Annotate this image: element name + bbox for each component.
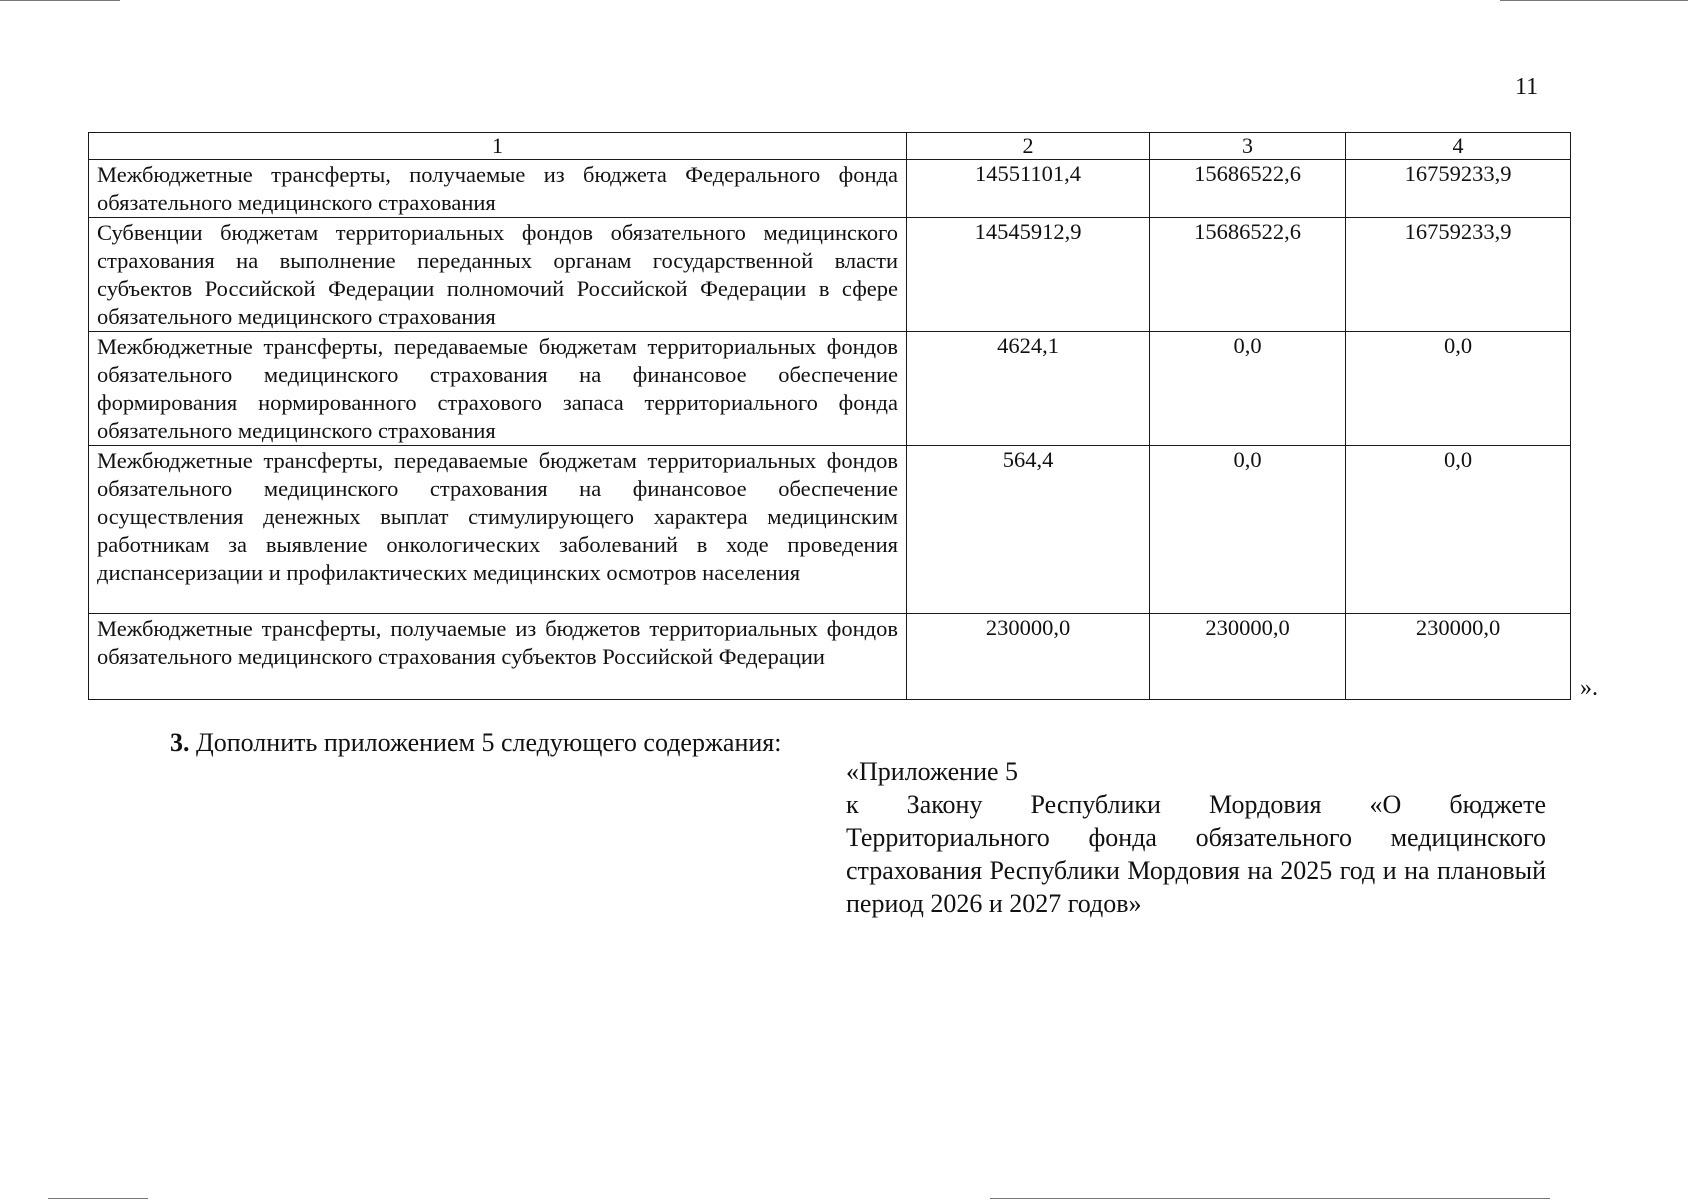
row-value-col3: 15686522,6 [1150,160,1346,218]
row-value-col2: 14551101,4 [907,160,1150,218]
appendix-header-block [846,755,1546,920]
appendix-law-reference: к Закону Республики Мордовия «О бюджете Территориального фонда обязательного медицинского страхования Республики Мордовия на 2025 год и на плановый период 2026 и 2027 годов» [846,790,1546,918]
row-value-col4: 16759233,9 [1346,218,1571,332]
column-header-2: 2 [907,133,1150,160]
appendix-title: «Приложение 5 [846,757,1019,786]
table-closing-mark: ». [1580,675,1598,701]
row-value-col2: 14545912,9 [907,218,1150,332]
scan-edge-top-left [0,0,120,1]
section-3-text: Дополнить приложением 5 следующего содержания: [196,728,782,757]
table-header-row [89,133,1571,160]
column-header-1: 1 [89,133,907,160]
table-row [89,160,1571,218]
scan-edge-top-right [1500,0,1688,1]
row-description: Субвенции бюджетам территориальных фондов обязательного медицинского страхования на выполнение переданных органам государственной власти субъектов Российской Федерации полномочий Российской Федерации в сфере обязательного медицинского страхования [89,218,907,332]
row-description: Межбюджетные трансферты, получаемые из бюджета Федерального фонда обязательного медицинского страхования [89,160,907,218]
budget-table [88,132,1571,700]
table-row [89,332,1571,446]
row-value-col3: 0,0 [1150,446,1346,614]
page-number: 11 [1515,74,1539,100]
column-header-3: 3 [1150,133,1346,160]
table-row [89,218,1571,332]
row-value-col4: 0,0 [1346,446,1571,614]
row-value-col3: 230000,0 [1150,614,1346,700]
row-description: Межбюджетные трансферты, получаемые из бюджетов территориальных фондов обязательного медицинского страхования субъектов Российской Федерации [89,614,907,700]
row-value-col2: 4624,1 [907,332,1150,446]
row-value-col4: 0,0 [1346,332,1571,446]
row-value-col3: 0,0 [1150,332,1346,446]
row-value-col4: 16759233,9 [1346,160,1571,218]
table-row [89,614,1571,700]
section-3-number: 3. [170,728,190,757]
scan-edge-bottom-right [990,1198,1550,1199]
row-value-col2: 564,4 [907,446,1150,614]
row-description: Межбюджетные трансферты, передаваемые бюджетам территориальных фондов обязательного медицинского страхования на финансовое обеспечение формирования нормированного страхового запаса территориального фонда обязательного медицинского страхования [89,332,907,446]
section-3-paragraph [170,727,781,759]
scan-edge-bottom-left [48,1198,148,1199]
column-header-4: 4 [1346,133,1571,160]
row-description: Межбюджетные трансферты, передаваемые бюджетам территориальных фондов обязательного медицинского страхования на финансовое обеспечение осуществления денежных выплат стимулирующего характера медицинским работникам за выявление онкологических заболеваний в ходе проведения диспансеризации и профилактических медицинских осмотров населения [89,446,907,614]
row-value-col4: 230000,0 [1346,614,1571,700]
row-value-col3: 15686522,6 [1150,218,1346,332]
row-value-col2: 230000,0 [907,614,1150,700]
table-row [89,446,1571,614]
